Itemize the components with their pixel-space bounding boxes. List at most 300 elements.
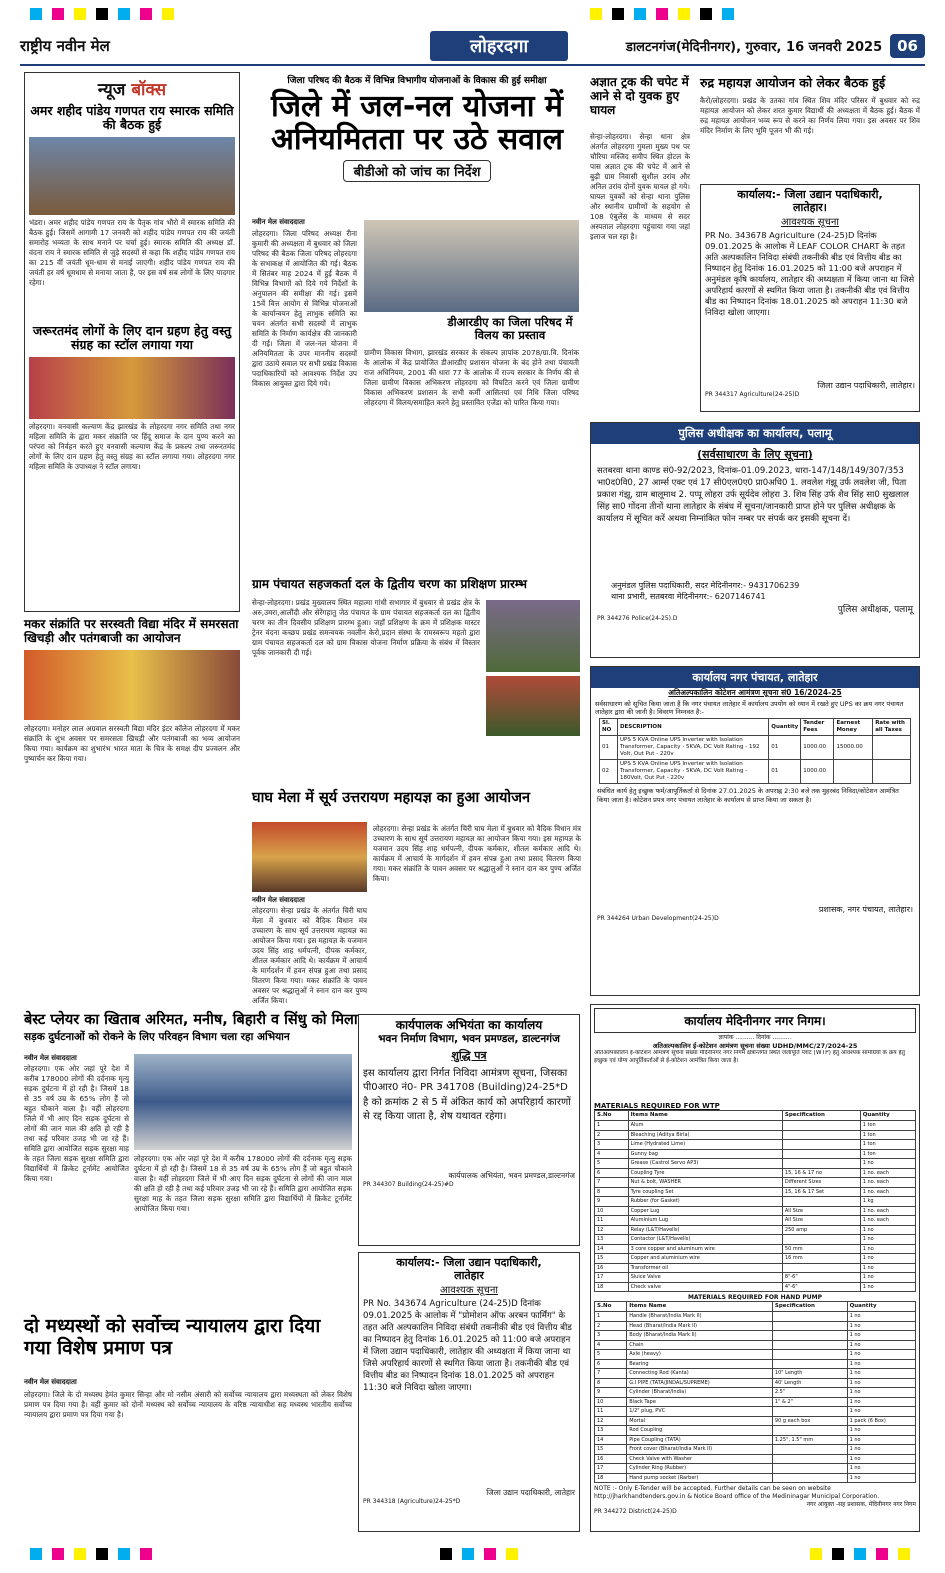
table-cell	[782, 1140, 860, 1150]
table-cell	[782, 1130, 860, 1140]
table-cell: 16	[595, 1454, 627, 1464]
table-cell: 1 no	[847, 1312, 915, 1322]
table-cell: 4"-6"	[782, 1282, 860, 1292]
table-cell	[782, 1197, 860, 1207]
table-cell: Hand pump socket (Rarber)	[627, 1473, 773, 1483]
story2-body: लोहरदगा। वनवासी कल्याण केंद्र झारखंड के लोहरदगा नगर समिति तथा नगर महिला समिति के द्वारा मकर संक्रांति पर हिंदू समाज के दान पुण्य करने का परंपरा को निर्वहन करते हुए वनवासी कल्याण केंद्र के प्रकल्प तथा जरूरतमंद लोगों के लिए दान ग्रहण हेतु वस्तु संग्रह का स्टॉल लगाया गया। लोहरदगा नगर महिला समिति के उपाध्यक्ष ने स्टॉल लगाया।	[29, 421, 235, 471]
table-cell: 1 no	[847, 1378, 915, 1388]
table-cell: 1 ton	[860, 1149, 915, 1159]
table-cell: 1 no	[860, 1273, 915, 1283]
lead-photo	[364, 220, 579, 312]
ad1-body: PR No. 343678 Agriculture (24-25)D दिनांक 09.01.2025 के आलोक में LEAF COLOR CHART के तहत अति अल्पकालिन निविदा संबंधी तकनीकी बीड एवं वित्तीय बीड का निष्पादन हेतु दिनांक 16.01.2025 को 11:00 बजे अपराहन में अनुमंडल कृषि कार्यालय, लातेहार की अध्यक्षता में किया जाना था जिसे अपरिहार्य कारणों से स्थगित किया जाता है। तकनीकी बीड एवं वित्तीय बीड का निष्पादन दिनांक 18.01.2025 को अपराहन 11:30 बजे निविदा खोला जाएगा।	[705, 230, 915, 318]
court-byline: नवीन मेल संवाददाता	[24, 1378, 77, 1386]
table-cell: 1 no	[860, 1235, 915, 1245]
bestplayer-subhead: सड़क दुर्घटनाओं को रोकने के लिए परिवहन विभाग चला रहा अभियान	[24, 1030, 290, 1043]
news-box-title-a: न्यूज	[97, 80, 126, 100]
table-cell: 1" & 2"	[772, 1397, 847, 1407]
panchayat-headline: ग्राम पंचायत सहजकर्ता दल के द्वितीय चरण का प्रशिक्षण प्रारम्भ	[252, 577, 527, 591]
table-cell: Check valve	[628, 1282, 782, 1292]
ad3-office: कार्यालय नगर पंचायत, लातेहार	[591, 667, 919, 688]
table-cell: UPS 5 KVA Online UPS Inverter with Isolation Transformer, Capacity - 5KVA, DC Volt Rating - 192 Volt, Out Put - 220v	[617, 736, 768, 760]
story1-body: भंडरा। अमर शहीद पांडेय गणपत राय के पैतृक गांव भौरो में स्मारक समिति की बैठक हुई। जिसमें आगामी 17 जनवरी को शहीद पांडेय गणपत राय की जयंती समारोह भव्यता के साथ मनाने पर चर्चा हुई। स्मारक समिति की अध्यक्ष डॉ. वंदना राय ने स्मारक समिति से जुड़े सदस्यों से कहा कि शहीद पांडेय गणपत राय का 215 वीं जयंती धूम-धाम से मनाई जाएगी। शहीद पांडेय गणपत राय की जयंती हर वर्ष धूमधाम से मनाया जाता है, पर इस वर्ष सब लोगों के लिए यादगार रहेगा।	[29, 217, 235, 287]
table-cell	[772, 1321, 847, 1331]
table-row	[595, 1445, 916, 1455]
table-cell: 1 no	[847, 1407, 915, 1417]
ad4-table-handpump	[594, 1301, 916, 1483]
ad2-phone2: थाना प्रभारी, सतबरवा मेदिनीनगर:- 6207146741	[611, 592, 766, 601]
table-cell: 15000.00	[834, 736, 873, 760]
ad5-dept: भवन निर्माण विभाग, भवन प्रमण्डल, डाल्टनगंज	[378, 1032, 560, 1045]
table-cell	[772, 1426, 847, 1436]
table-row	[595, 1359, 916, 1369]
table-header-cell: Quantity	[860, 1111, 915, 1121]
table-cell: 10	[595, 1206, 629, 1216]
table-cell: 1 no	[847, 1454, 915, 1464]
story1-headline: अमर शहीद पांडेय गणपत राय स्मारक समिति की बैठक हुई	[30, 103, 234, 133]
table-row	[600, 736, 911, 760]
table-cell: 1 ton	[860, 1140, 915, 1150]
table-cell	[782, 1121, 860, 1131]
ad4-table-wtp	[594, 1110, 916, 1292]
table-cell: 18	[595, 1282, 629, 1292]
table-cell: 1 no	[847, 1426, 915, 1436]
ad5-sign: कार्यपालक अभियंता, भवन प्रमण्डल,डाल्टनगंज	[448, 1170, 575, 1180]
table-cell: 1000.00	[801, 736, 834, 760]
table-cell: 1 no	[847, 1359, 915, 1369]
ad2-notice: (सर्वसाधारण के लिए सूचना)	[697, 448, 813, 461]
table-cell: 15	[595, 1254, 629, 1264]
ad1-sign: जिला उद्यान पदाधिकारी, लातेहार।	[817, 381, 915, 391]
table-cell: 4	[595, 1340, 627, 1350]
table-cell: 40' Length	[772, 1378, 847, 1388]
ad3-pr: PR 344264 Urban Development(24-25)D	[597, 915, 719, 922]
table-row	[595, 1282, 916, 1292]
table-cell: Sluice Valve	[628, 1273, 782, 1283]
table-cell: Connecting Rod (Kanta)	[627, 1369, 773, 1379]
table-cell: Head (Bharat/India Mark II)	[627, 1321, 773, 1331]
ghagh-photo	[252, 822, 367, 892]
table-cell: 1 no	[847, 1435, 915, 1445]
ad6-pr: PR 344318 (Agriculture)24-25*D	[363, 1498, 461, 1506]
table-cell: 1 no	[847, 1340, 915, 1350]
table-cell: 1 no	[847, 1350, 915, 1360]
table-cell	[782, 1235, 860, 1245]
table-header-cell: Quantity	[847, 1302, 915, 1312]
ad4-note: NOTE :- Only E-Tender will be accepted. Further details can be seen on website http://jharkhandtenders.gov.in & Notice Board office of the Medininagar Municipal Corporation.	[594, 1485, 880, 1500]
table-cell: Mortal	[627, 1416, 773, 1426]
table-cell: 9	[595, 1388, 627, 1398]
accident-headline: अज्ञात ट्रक की चपेट में आने से दो युवक हुए घायल	[590, 75, 689, 117]
story3-body: लोहरदगा। मनोहर लाल अग्रवाल सरस्वती विद्या मंदिर इंटर कॉलेज लोहरदगा में मकर संक्रांति के शुभ अवसर पर समरसता खिचड़ी और पतंगबाजी का भव्य आयोजन किया गया। कार्यक्रम का शुभारंभ भारत माता के चित्र के समक्ष दीप प्रज्वलन और पुष्पार्चन कर किया गया।	[24, 723, 240, 763]
table-cell: Rubber (for Gasket)	[628, 1197, 782, 1207]
ad4-table2-title: MATERIALS REQUIRED FOR HAND PUMP	[687, 1294, 823, 1301]
meeting-body: कैरो/लोहरदगा। प्रखंड के उतका गांव स्थित शिव मंदिर परिसर में बुधवार को रुद्र महायज्ञ आयोजन को लेकर शरत कुमार विद्यार्थी की अध्यक्षता में बैठक हुई। बैठक में रुद्र महायज्ञ आयोजन भव्य रूप से करने का निर्णय लिया गया। इस अवसर पर शिव मंदिर निर्माण के लिए भूमि पूजन भी की गई।	[700, 96, 920, 135]
table-cell	[772, 1312, 847, 1322]
story3-headline: मकर संक्रांति पर सरस्वती विद्या मंदिर में समरसता खिचड़ी और पतंगबाजी का आयोजन	[24, 617, 239, 645]
story2-headline: जरूरतमंद लोगों के लिए दान ग्रहण हेतु वस्तु संग्रह का स्टॉल लगाया गया	[32, 322, 232, 353]
table-row	[595, 1369, 916, 1379]
ad3-table	[599, 718, 911, 784]
table-row	[595, 1121, 916, 1131]
story1-photo	[29, 137, 235, 215]
ad-building-construction	[358, 1014, 580, 1246]
table-cell: 7	[595, 1369, 627, 1379]
table-row	[595, 1140, 916, 1150]
table-row	[595, 1407, 916, 1417]
table-cell: Cylinder Ring (Rubber)	[627, 1464, 773, 1474]
table-cell: Nut & bolt, WASHER	[628, 1178, 782, 1188]
accident-body: सेन्हा-लोहरदगा। सेन्हा थाना क्षेत्र अंतर्गत लोहरदगा गुमला मुख्य पथ पर चौरिया मस्जिद समीप स्थित होटल के पास अज्ञात ट्रक की चपेट में आने से बुढ़ी ग्राम निवासी सुशील उरांव और अनिल उरांव दोनों युवक घायल हो गये। घायल युवकों को सेन्हा थाना पुलिस और स्थानीय ग्रामीणों के सहयोग से 108 एंबुलेंस के माध्यम से सदर अस्पताल लोहरदगा पहुंचाया गया जहां इलाज चल रहा है।	[590, 132, 690, 241]
ad3-col: Sl. NO	[600, 719, 618, 736]
table-cell: 1/2" plug, PVC	[627, 1407, 773, 1417]
table-cell: Handle (Bharat/India Mark II)	[627, 1312, 773, 1322]
color-registration-strip-bottom-right	[810, 1548, 910, 1560]
dateline: डालटनगंज(मेदिनीनगर), गुरुवार, 16 जनवरी 2025	[625, 40, 883, 55]
table-row	[595, 1263, 916, 1273]
table-cell: 12	[595, 1225, 629, 1235]
table-cell: 10" Length	[772, 1369, 847, 1379]
table-cell: All Size	[782, 1206, 860, 1216]
lead-kicker: जिला परिषद की बैठक में विभिन्न विभागीय योजनाओं के विकास की हुई समीक्षा	[287, 76, 547, 86]
table-cell: 8	[595, 1378, 627, 1388]
table-cell: Grease (Castrol Servo AP3)	[628, 1159, 782, 1169]
table-cell: 01	[769, 736, 801, 760]
ad1-place: लातेहार।	[793, 200, 827, 214]
table-row	[595, 1206, 916, 1216]
table-cell: Bearing	[627, 1359, 773, 1369]
ad2-sign: पुलिस अधीक्षक, पलामू	[837, 605, 913, 615]
table-cell: 90 g each box	[772, 1416, 847, 1426]
table-cell: 6	[595, 1168, 629, 1178]
table-cell: 11	[595, 1216, 629, 1226]
ad1-notice: आवश्यक सूचना	[781, 217, 839, 229]
table-row	[595, 1435, 916, 1445]
ad6-sign: जिला उद्यान पदाधिकारी, लातेहार	[486, 1488, 575, 1498]
table-cell	[834, 760, 873, 784]
table-cell: 16	[595, 1263, 629, 1273]
ad3-table-wrap	[591, 718, 919, 784]
ad6-place: लातेहार	[454, 1268, 484, 1282]
bestplayer-headline: बेस्ट प्लेयर का खिताब अरिमत, मनीष, बिहारी व सिंधु को मिला	[24, 1012, 358, 1028]
table-cell: 1 no	[847, 1397, 915, 1407]
table-cell: 3 core copper and aluminum wire	[628, 1244, 782, 1254]
table-cell: 2	[595, 1130, 629, 1140]
table-cell: 1	[595, 1121, 629, 1131]
table-cell: 13	[595, 1426, 627, 1436]
table-cell: Pipe Coupling (TATA)	[627, 1435, 773, 1445]
ad4-sub: अतिअल्पकालिन ई-कोटेशन आमंत्रण सूचना संख्या UDHD/MMC/27/2024-25	[652, 1042, 858, 1050]
table-row	[595, 1235, 916, 1245]
table-cell: 1 no	[860, 1282, 915, 1292]
ad-nagar-panchayat-latehar	[590, 666, 920, 996]
table-cell: 18	[595, 1473, 627, 1483]
ad4-ref: ज्ञापांक .......... दिनांक ..........	[718, 1034, 792, 1041]
bestplayer-byline: नवीन मेल संवाददाता	[24, 1054, 77, 1062]
table-row	[600, 760, 911, 784]
ghagh-byline: नवीन मेल संवाददाता	[252, 896, 305, 904]
table-cell: Aluminium Lug	[628, 1216, 782, 1226]
table-cell: 1 no. each	[860, 1168, 915, 1178]
ad4-body: अतिअल्पकालिन ई-कोटेशन आमंत्रण सूचना संख्या मेदिनीनगर नगर निगम क्षेत्रान्तर्गत स्थित जलापूर्ति प्लांट (WTP) हेतु आवश्यक सामग्रियों के क्रय हेतु इच्छुक एवं योग्य आपूर्तिकर्ताओं से ई-कोटेशन आमंत्रित किया जाता है।	[594, 1050, 905, 1064]
news-box-title	[29, 77, 235, 100]
table-cell: 6	[595, 1359, 627, 1369]
court-headline: दो मध्यस्थों को सर्वोच्च न्यायालय द्वारा दिया गया विशेष प्रमाण पत्र	[24, 1315, 321, 1359]
table-cell	[772, 1445, 847, 1455]
table-cell: Body (Bharat/India Mark II)	[627, 1331, 773, 1341]
table-cell: Different Sizes	[782, 1178, 860, 1188]
ad3-col: Tender Fees	[801, 719, 834, 736]
lead-byline: नवीन मेल संवाददाता	[252, 218, 305, 226]
table-cell: 01	[600, 736, 618, 760]
table-row	[595, 1340, 916, 1350]
table-row	[595, 1130, 916, 1140]
table-row	[595, 1426, 916, 1436]
table-row	[595, 1273, 916, 1283]
table-cell: 14	[595, 1435, 627, 1445]
table-cell: 01	[769, 760, 801, 784]
panchayat-body: सेन्हा-लोहरदगा। प्रखंड मुख्यालय स्थित महात्मा गांधी सभागार में बुधवार से प्रखंड क्षेत्र के अरु,उमरा,आलौंदी और सेरेंगहातु जेठ पंचायत के ग्राम पंचायत सहजकर्ता दल का द्वितीय चरण का तीन दिवसीय प्रशिक्षण प्रारम्भ हुआ। जहाँ प्रशिक्षण के क्रम में प्रशिक्षक मास्टर ट्रेनर वंदना कच्छप प्रखंड समन्वयक नवलीन केरो,प्रदान संस्था के रामस्वरूप महतो द्वारा ग्राम पंचायत सहजकर्ता दल को ग्राम विकास योजना निर्माण प्रक्रिया के संबंध में विस्तार पूर्वक जानकारी दी गई।	[252, 598, 480, 657]
table-row	[595, 1225, 916, 1235]
color-registration-strip-bottom	[30, 1548, 152, 1560]
ad3-col: DESCRIPTION	[617, 719, 768, 736]
table-header-cell: Specification	[772, 1302, 847, 1312]
table-row	[595, 1454, 916, 1464]
bestplayer-photo	[134, 1054, 352, 1150]
page-number: 06	[890, 34, 925, 58]
ad-police-palamu	[590, 422, 920, 658]
ad2-body: सतबरवा थाना काण्ड सं0-92/2023, दिनांक-01.09.2023, धारा-147/148/149/307/353 भा0द0वि0, 27 आर्म्स एक्ट एवं 17 सी0एल0ए0 प्रा0अधि0 1. लवलेश गंझू उर्फ लवलेश जी, पिता प्रकाश गंझू, ग्राम बालूमाथ 2. पप्पू लोहरा उर्फ सूर्यदेव लोहरा 3. शिव सिंह उर्फ शैव सिंह सा0 सुखलाल सिंह सा0 गोंदना तीनों थाना लातेहार के संबंध में सूचना/जानकारी प्राप्त होने पर पुलिस अधीक्षक के कार्यालय में सूचित करें अथवा निम्नांकित फोन नम्बर पर संपर्क कर इसकी सूचना दें।	[597, 466, 909, 524]
masthead	[20, 28, 925, 66]
table-cell: 17	[595, 1464, 627, 1474]
story2-photo	[29, 357, 235, 419]
table-cell	[772, 1407, 847, 1417]
table-header-cell: S.No	[595, 1111, 629, 1121]
table-cell: Bleaching (Aditya Birla)	[628, 1130, 782, 1140]
table-cell: 8"-6"	[782, 1273, 860, 1283]
bestplayer-body-continued: लोहरदगा। एक ओर जहां पूरे देश में करीब 178000 लोगों की दर्दनाक मृत्यु सड़क दुर्घटना में हो रही है। जिसमें 18 से 35 वर्ष उम्र के 65% लोग हैं जो बहुत चौकाने वाला है। वहीं लोहरदगा जिले में भी आए दिन सड़क दुर्घटना से लोगों की जान माल की क्षति हो रही है तथा कई परिवार उजड़ भी जा रहे हैं। समिति द्वारा आयोजित सड़क सुरक्षा माह के तहत जिला सड़क सुरक्षा समिति द्वारा विद्यार्थियों में क्रिकेट टूर्नामेंट आयोजित किया गया।	[134, 1154, 352, 1213]
table-cell: Axle (heavy)	[627, 1350, 773, 1360]
table-row	[595, 1321, 916, 1331]
table-cell: Alum	[628, 1121, 782, 1131]
table-cell: 5	[595, 1350, 627, 1360]
table-cell: Lime (Hydrated Lime)	[628, 1140, 782, 1150]
table-cell: 1 no	[860, 1225, 915, 1235]
table-cell	[782, 1159, 860, 1169]
ad1-office: कार्यालय:- जिला उद्यान पदाधिकारी,	[737, 188, 883, 201]
table-row	[595, 1464, 916, 1474]
ad4-sign: नगर आयुक्त -सह प्रशासक, मेदिनीनगर नगर निगम	[806, 1501, 916, 1508]
table-cell: Cylinder (Bharat/India)	[627, 1388, 773, 1398]
table-cell	[782, 1263, 860, 1273]
table-row	[595, 1178, 916, 1188]
table-row	[595, 1197, 916, 1207]
lead-body2: ग्रामीण विकास विभाग, झारखंड सरकार के संकल्प ज्ञापांक 2078/ग्रा.वि. दिनांक के आलोक में केंद्र प्रायोजित डीआरडीए प्रशासन योजना के बंद होने तथा पंचायती राज अधिनियम, 2001 की धारा 77 के आलोक में राज्य सरकार के निर्णय की से जिला ग्रामीण विकास अभिकरण लोहरदगा को विघटित करने एवं जिला ग्रामीण विकास अभिकरण प्रशासन के सभी कर्मी आसितयां एवं निधि जिला परिषद लोहरदगा में विलय/समाहित करने हेतु प्रस्तावित एजेंडा को पारित किया गया।	[364, 348, 579, 407]
story3	[24, 618, 240, 1008]
ad3-sign: प्रशासक, नगर पंचायत, लातेहार।	[818, 905, 913, 914]
table-cell	[782, 1149, 860, 1159]
ad5-body: इस कार्यालय द्वारा निर्गत निविदा आमंत्रण सूचना, जिसका पी0आर0 नं0- PR 341708 (Building)24-25*D है को क्रमांक 2 से 5 में अंकित कार्य को अपरिहार्य कारणों से रद्द किया जाता है, शेष यथावत रहेगा।	[363, 1067, 571, 1123]
table-cell: All Size	[782, 1216, 860, 1226]
news-box-title-b: बॉक्स	[131, 80, 167, 100]
table-header-cell: Items Name	[628, 1111, 782, 1121]
table-row	[595, 1378, 916, 1388]
table-cell: 1.25", 1.5" mm	[772, 1435, 847, 1445]
table-row	[595, 1397, 916, 1407]
ad1-pr: PR 344317 Agriculture(24-25)D	[705, 391, 800, 399]
table-cell	[772, 1464, 847, 1474]
table-cell	[772, 1331, 847, 1341]
ad3-col: Rate with all Taxes	[873, 719, 911, 736]
table-cell: 1 no	[860, 1254, 915, 1264]
ghagh-body-continued: लोहरदगा। सेन्हा प्रखंड के अंतर्गत चिरी घाघ मेला में बुधवार को वैदिक विधान मंत्र उच्चारण के साथ सूर्य उत्तरायण महायज्ञ का आयोजन किया गया। इस महायज्ञ के यजमान उदय सिंह शाह धर्मपत्नी, दीपक कर्मकार, शीतल कर्मकार आदि थे। कार्यक्रम में आचार्य के मार्गदर्शन में हवन संपन्न हुआ तथा प्रसाद वितरण किया गया। मकर संक्रांति के पावन अवसर पर श्रद्धालुओं ने स्नान दान कर पुण्य अर्जित किया।	[373, 824, 581, 883]
table-cell: Front cover (Bharat/India Mark II)	[627, 1445, 773, 1455]
ad3-body: संबंधित कार्य हेतु इच्छुक फर्म/आपूर्तिकर्ता से दिनांक 27.01.2025 के अपराह्न 2:30 बजे तक मुहरबंद निविदा/कोटेशन आमंत्रित किया जाता है। कोटेशन प्रपत्र नगर पंचायत लातेहार के कार्यालय से प्राप्त किया जा सकता है।	[597, 787, 899, 804]
table-cell: Relay (L&T/Havells)	[628, 1225, 782, 1235]
table-cell: Black Tape	[627, 1397, 773, 1407]
table-cell: 1 no. each	[860, 1178, 915, 1188]
ad2-phone1: अनुमंडल पुलिस पदाधिकारी, सदर मेदिनीनगर:- 9431706239	[611, 581, 800, 590]
table-cell: Transformer oil	[628, 1263, 782, 1273]
table-cell	[772, 1473, 847, 1483]
table-cell: Contactor (L&T/Havells)	[628, 1235, 782, 1245]
table-cell: 1 no	[847, 1321, 915, 1331]
table-row	[595, 1187, 916, 1197]
table-cell: Check Valve with Washer	[627, 1454, 773, 1464]
table-cell: 2	[595, 1321, 627, 1331]
table-cell: 11	[595, 1407, 627, 1417]
color-registration-strip-top	[30, 8, 174, 20]
color-registration-strip-bottom-mid	[440, 1548, 518, 1560]
table-cell: 1 no	[847, 1464, 915, 1474]
table-cell	[772, 1350, 847, 1360]
table-cell: Copper Lug	[628, 1206, 782, 1216]
table-cell: 1 no	[860, 1263, 915, 1273]
table-cell: UPS 5 KVA Online UPS Inverter with Isolation Transformer, Capacity - 5KVA, DC Volt Rating - 180Volt, Out Put - 220v	[617, 760, 768, 784]
table-cell: Tyre coupling Set	[628, 1187, 782, 1197]
table-cell: Copper and aluminium wire	[628, 1254, 782, 1264]
table-cell	[873, 760, 911, 784]
lead-photo-caption: डीआरडीए का जिला परिषद में विलय का प्रस्ताव	[447, 315, 573, 343]
table-cell	[772, 1340, 847, 1350]
color-registration-strip-top-right	[590, 8, 734, 20]
table-row	[595, 1473, 916, 1483]
ad2-office: पुलिस अधीक्षक का कार्यालय, पलामू	[591, 423, 919, 444]
table-cell: Rod Coupling	[627, 1426, 773, 1436]
ad3-sub: अतिअल्पकालिन कोटेशन आमंत्रण सूचना सं0 16/2024-25	[668, 688, 842, 697]
table-cell: 3	[595, 1331, 627, 1341]
ad5-notice: शुद्धि पत्र	[451, 1048, 487, 1062]
bestplayer-body: लोहरदगा। एक ओर जहां पूरे देश में करीब 178000 लोगों की दर्दनाक मृत्यु सड़क दुर्घटना में हो रही है। जिसमें 18 से 35 वर्ष उम्र के 65% लोग हैं जो बहुत चौकाने वाला है। वहीं लोहरदगा जिले में भी आए दिन सड़क दुर्घटना से लोगों की जान माल की क्षति हो रही है तथा कई परिवार उजड़ भी जा रहे हैं। समिति द्वारा आयोजित सड़क सुरक्षा माह के तहत जिला सड़क सुरक्षा समिति द्वारा विद्यार्थियों में क्रिकेट टूर्नामेंट आयोजित किया गया।	[24, 1064, 129, 1183]
table-row	[595, 1159, 916, 1169]
ad6-body: PR No. 343674 Agriculture (24-25)D दिनांक 09.01.2025 के आलोक में "प्रोमोशन ऑफ अरबन फार्मिंग" के तहत अति अल्पकालिन निविदा संबंधी तकनीकी बीड एवं वित्तीय बीड का निष्पादन हेतु दिनांक 16.01.2025 को 11:00 बजे अपराहन में जिला उद्यान पदाधिकारी, लातेहार की अध्यक्षता में किया जाना था जिसे अपरिहार्य कारणों से स्थगित किया जाता है। तकनीकी बीड एवं वित्तीय बीड का निष्पादन दिनांक 18.01.2025 को अपराहन 11:30 बजे निविदा खोला जाएगा।	[363, 1299, 572, 1394]
table-cell: 12	[595, 1416, 627, 1426]
table-cell: 1 no	[847, 1369, 915, 1379]
table-row	[595, 1350, 916, 1360]
table-cell: 8	[595, 1187, 629, 1197]
table-cell: 1 no	[847, 1445, 915, 1455]
news-box	[24, 72, 240, 612]
table-row	[595, 1388, 916, 1398]
table-cell: 1 ton	[860, 1121, 915, 1131]
lead-subhead: बीडीओ को जांच का निर्देश	[343, 160, 492, 182]
table-row	[595, 1168, 916, 1178]
table-cell: 3	[595, 1140, 629, 1150]
table-cell: 15, 16 & 17 Set	[782, 1187, 860, 1197]
table-cell: 50 mm	[782, 1244, 860, 1254]
table-row	[595, 1331, 916, 1341]
table-cell: 250 amp	[782, 1225, 860, 1235]
table-cell: 4	[595, 1149, 629, 1159]
table-cell: 5	[595, 1159, 629, 1169]
ad6-office: कार्यालय:- जिला उद्यान पदाधिकारी,	[396, 1256, 542, 1269]
table-cell: 9	[595, 1197, 629, 1207]
table-cell	[772, 1359, 847, 1369]
ad4-pr: PR 344272 District(24-25)D	[594, 1508, 677, 1515]
table-header-cell: Items Name	[627, 1302, 773, 1312]
table-row	[595, 1416, 916, 1426]
meeting-headline: रुद्र महायज्ञ आयोजन को लेकर बैठक हुई	[700, 75, 886, 90]
table-cell: 02	[600, 760, 618, 784]
lead-body: लोहरदगा। जिला परिषद अध्यक्ष रीना कुमारी की अध्यक्षता में बुधवार को जिला परिषद की बैठक जिला परिषद लोहरदगा के सभाकक्ष में आयोजित की गई। बैठक में सितंबर माह 2024 में हुई बैठक में विभिन्न विभागों को दिये गये निर्देशों के अनुपालन की समीक्षा की गई। इसमें 15वें वित्त आयोग से विभिन्न योजनाओं के कार्यान्वयन हेतु लाभुक समिति का चयन अंतर्गत सभी सदस्यों में लाभुक समिति के निर्माण कार्यक्षेत्र की जानकारी दी गई। जिला में जल-नल योजना में अनियमितता के उपर माननीय सदस्यों द्वारा उठाये सवाल पर सभी प्रखंड विकास पदाधिकारियों को आवश्यक निर्देश उप विकास आयुक्त द्वारा दिये गये।	[252, 229, 357, 388]
ad3-col: Earnest Money	[834, 719, 873, 736]
table-cell: 15, 16 & 17 no	[782, 1168, 860, 1178]
panchayat-photo-2	[486, 676, 580, 736]
table-row	[595, 1216, 916, 1226]
table-cell: 1 kg	[860, 1197, 915, 1207]
table-header-cell: Specification	[782, 1111, 860, 1121]
table-cell: 2.5"	[772, 1388, 847, 1398]
ad5-office: कार्यपालक अभियंता का कार्यालय	[395, 1018, 543, 1032]
table-cell: Gunny bag	[628, 1149, 782, 1159]
table-header-cell: S.No	[595, 1302, 627, 1312]
table-cell: 1 no	[847, 1388, 915, 1398]
table-cell: 15	[595, 1445, 627, 1455]
ghagh-headline: घाघ मेला में सूर्य उत्तरायण महायज्ञ का हुआ आयोजन	[252, 790, 530, 806]
ad2-pr: PR 344276 Police(24-25).D	[597, 615, 678, 622]
ad4-table-title: MATERIALS REQUIRED FOR WTP	[594, 1102, 720, 1110]
ad3-col: Quantity	[769, 719, 801, 736]
table-row	[595, 1312, 916, 1322]
table-cell: Coupling Tyre	[628, 1168, 782, 1178]
ad-horticulture-latehar-1	[700, 184, 920, 412]
table-cell: 1 no. each	[860, 1187, 915, 1197]
table-row	[595, 1244, 916, 1254]
panchayat-photo-1	[486, 600, 580, 672]
table-cell	[772, 1454, 847, 1464]
table-cell: 1 no	[847, 1331, 915, 1341]
lead-story	[252, 76, 582, 182]
table-cell: 1	[595, 1312, 627, 1322]
ad6-notice: आवश्यक सूचना	[440, 1285, 498, 1297]
lead-column-left	[252, 218, 357, 574]
ad4-office: कार्यालय मेदिनीनगर नगर निगम।	[594, 1008, 916, 1033]
table-cell: 1 no	[847, 1473, 915, 1483]
table-cell: 13	[595, 1235, 629, 1245]
ghagh-body: लोहरदगा। सेन्हा प्रखंड के अंतर्गत चिरी घाघ मेला में बुधवार को वैदिक विधान मंत्र उच्चारण के साथ सूर्य उत्तरायण महायज्ञ का आयोजन किया गया। इस महायज्ञ के यजमान उदय सिंह शाह धर्मपत्नी, दीपक कर्मकार, शीतल कर्मकार आदि थे। कार्यक्रम में आचार्य के मार्गदर्शन में हवन संपन्न हुआ तथा प्रसाद वितरण किया गया। मकर संक्रांति के पावन अवसर पर श्रद्धालुओं ने स्नान दान कर पुण्य अर्जित किया।	[252, 906, 367, 1005]
table-cell: 16 mm	[782, 1254, 860, 1264]
table-cell: 1 pack (6 Box)	[847, 1416, 915, 1426]
newspaper-logo: राष्ट्रीय नवीन मेल	[20, 37, 110, 55]
table-cell: 1 no	[860, 1159, 915, 1169]
table-row	[595, 1149, 916, 1159]
story3-photo	[24, 650, 240, 720]
lead-headline: जिले में जल-नल योजना में अनियमितता पर उठे सवाल	[270, 89, 563, 158]
ad-medininagar-nagar-nigam	[590, 1004, 920, 1532]
table-cell: 1 no	[860, 1244, 915, 1254]
table-cell: 1000.00	[801, 760, 834, 784]
table-cell: 1 no. each	[860, 1206, 915, 1216]
table-cell: 10	[595, 1397, 627, 1407]
